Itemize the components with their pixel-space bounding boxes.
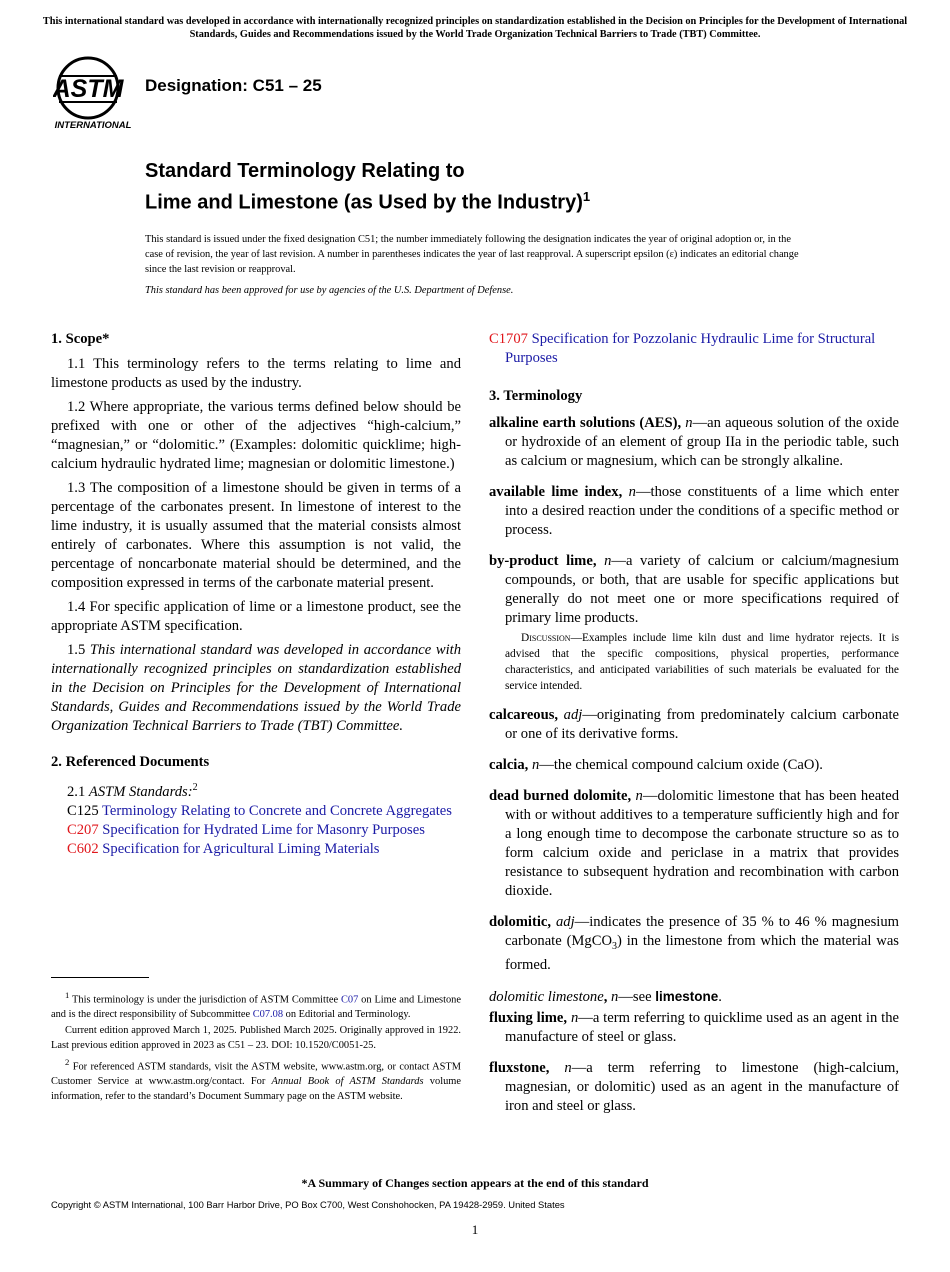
- scope-heading: 1. Scope*: [51, 331, 110, 347]
- scope-1-3: 1.3 The composition of a limestone should be given in terms of a percentage of the carbonates present. In limestone of interest to the lime industry, it is usually assumed that the material consists almost entirely of carbonates. Where this assumption is not valid, the percentage of noncarbonate material should be determined, and the composition expressed in terms of the carbonate material present.: [51, 480, 461, 591]
- astm-logo: [53, 54, 135, 132]
- issued-note: This standard is issued under the fixed designation C51; the number immediately following the designation indicates the year of original adoption or, in the case of revision, the year of last revision. A number in parentheses indicates the year of last reapproval. A superscript epsilon (ε) indicates an editorial change since the last revision or reapproval.: [145, 234, 799, 275]
- logo-letters: ASTM: [53, 75, 124, 103]
- astm-standards-label: 2.1 ASTM Standards:$^2$: [67, 782, 198, 800]
- terminology-heading: 3. Terminology: [489, 388, 583, 404]
- title-line-1: Standard Terminology Relating to: [145, 160, 465, 182]
- right-column: [489, 330, 899, 1128]
- references-heading: 2. Referenced Documents: [51, 754, 210, 770]
- designation: Designation: C51 – 25: [145, 76, 322, 95]
- scope-1-4: 1.4 For specific application of lime or a limestone product, see the appropriate ASTM specification.: [51, 599, 461, 634]
- link-c07-08[interactable]: C07.08: [252, 1008, 284, 1020]
- logo-subtext: INTERNATIONAL: [54, 120, 132, 131]
- term-dolomitic-limestone: dolomitic limestone, n—see limestone.: [489, 988, 722, 1005]
- footnote-edition: Current edition approved March 1, 2025. Published March 2025. Originally approved in 1922. Last previous edition approved in 2023 as C51 – 23. DOI: 10.1520/C0051-25.: [51, 1025, 461, 1051]
- wto-notice: This international standard was developed in accordance with internationally recognized principles on standardization established in the Decision on Principles for the Development of International Standards, Guides and Recommendations issued by the World Trade Organization Technical Barriers to Trade (TBT) Committee.: [42, 16, 908, 40]
- footnote-2: $^2$ For referenced ASTM standards, visit the ASTM website, www.astm.org, or contact ASTM Customer Service at www.astm.org/contact. For Annual Book of ASTM Standards volume information, refer to the standard’s Document Summary page on the ASTM website.: [51, 1057, 461, 1102]
- scope-1-5: 1.5 This international standard was developed in accordance with internationally recognized principles on standardization established in the Decision on Principles for the Development of International Standards, Guides and Recommendations issued by the World Trade Organization Technical Barriers to Trade (TBT) Committee.: [51, 642, 462, 734]
- ref-c207[interactable]: C207 Specification for Hydrated Lime for Masonry Purposes: [67, 821, 425, 838]
- footnotes: [51, 988, 461, 1106]
- footnote-1: $^1$ This terminology is under the jurisdiction of ASTM Committee C07 on Lime and Limestone and is the direct responsibility of Subcommittee C07.08 on Editorial and Terminology.: [51, 990, 461, 1020]
- term-fluxstone: fluxstone, n—a term referring to limestone (high-calcium, magnesian, or dolomitic) used as an agent in the manufacture of iron and steel or glass.: [489, 1059, 899, 1114]
- title-footnote-mark: 1: [582, 189, 591, 204]
- term-alkaline-earth-solutions: alkaline earth solutions (AES), n—an aqueous solution of the oxide or hydroxide of an element of group IIa in the periodic table, such as calcium or magnesium, which can be strongly alkaline.: [489, 415, 899, 469]
- term-by-product-lime: by-product lime, n—a variety of calcium or calcium/magnesium compounds, or both, that are usable for specific applications but generally do not meet one or more specifications required of primary lime products.: [489, 553, 899, 626]
- link-c07[interactable]: C07: [340, 994, 359, 1006]
- discussion-note: Discussion—Examples include lime kiln dust and lime hydrator rejects. It is advised that the specific compositions, physical properties, performance characteristics, and anticipated variabilities of such materials be evaluated for the service intended.: [505, 632, 899, 692]
- page-title: [145, 158, 590, 216]
- term-dead-burned-dolomite: dead burned dolomite, n—dolomitic limestone that has been heated with or without additives to a temperature sufficiently high and for a long enough time to decompose the carbonate structure so as to form calcium oxide and periclase in a matrix that provides resistance to subsequent hydration and recombination with carbon dioxide.: [489, 788, 899, 899]
- scope-1-2: 1.2 Where appropriate, the various terms defined below should be prefixed with one or other of the adjectives “high-calcium,” “magnesian,” or “dolomitic.” (Examples: dolomitic quicklime; high-calcium hydraulic hydrated lime; magnesian or dolomitic limestone.): [51, 399, 461, 472]
- ref-c125[interactable]: C125 Terminology Relating to Concrete and Concrete Aggregates: [67, 802, 452, 819]
- term-calcareous: calcareous, adj—originating from predominately calcium carbonate or one of its derivative forms.: [489, 707, 899, 742]
- ref-c602[interactable]: C602 Specification for Agricultural Liming Materials: [67, 840, 380, 857]
- scope-1-1: 1.1 This terminology refers to the terms relating to lime and limestone products as used by the industry.: [51, 356, 461, 391]
- term-calcia: calcia, n—the chemical compound calcium oxide (CaO).: [489, 757, 823, 773]
- copyright: Copyright © ASTM International, 100 Barr Harbor Drive, PO Box C700, West Conshohocken, PA 19428-2959. United States: [51, 1199, 565, 1210]
- ref-c1707[interactable]: C1707 Specification for Pozzolanic Hydraulic Lime for Structural Purposes: [489, 331, 876, 366]
- term-available-lime-index: available lime index, n—those constituents of a lime which enter into a desired reaction under the conditions of a specific method or process.: [489, 484, 899, 538]
- term-dolomitic: dolomitic, adj—indicates the presence of 35 % to 46 % magnesium carbonate (MgCO$_3$) in the limestone from which the material was formed.: [489, 914, 899, 973]
- dod-note: This standard has been approved for use by agencies of the U.S. Department of Defense.: [145, 285, 514, 296]
- summary-of-changes-note: *A Summary of Changes section appears at the end of this standard: [301, 1176, 649, 1190]
- term-fluxing-lime: fluxing lime, n—a term referring to quicklime used as an agent in the manufacture of steel or glass.: [489, 1009, 899, 1045]
- footnote-rule: [51, 977, 149, 978]
- left-column: [51, 330, 461, 859]
- title-line-2: Lime and Limestone (as Used by the Industry): [145, 191, 583, 214]
- page-number: 1: [471, 1222, 479, 1237]
